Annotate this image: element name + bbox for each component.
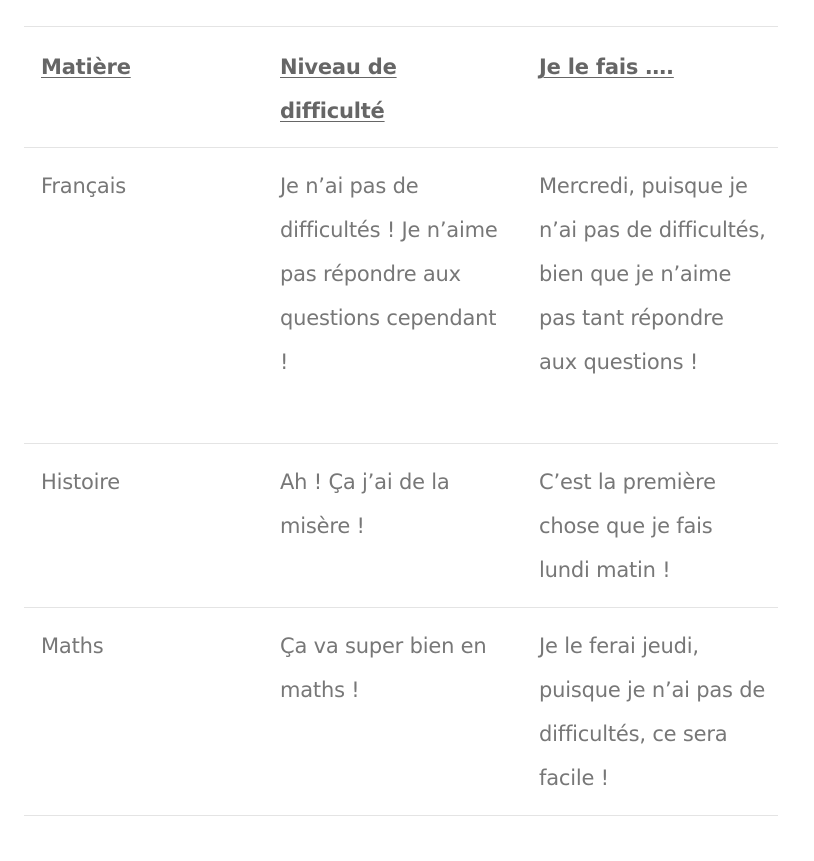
- cell-subject: Maths: [41, 634, 104, 658]
- cell-subject: Histoire: [41, 470, 120, 494]
- cell-difficulty: Ah ! Ça j’ai de la misère !: [280, 470, 450, 538]
- header-when: Je le fais ….: [539, 55, 674, 79]
- cell-when: Je le ferai jeudi, puisque je n’ai pas de difficultés, ce sera facile !: [539, 634, 766, 790]
- header-difficulty: Niveau de difficulté: [280, 55, 397, 123]
- cell-when: Mercredi, puisque je n’ai pas de difficultés, bien que je n’aime pas tant répondre aux questions !: [539, 174, 766, 374]
- cell-difficulty: Ça va super bien en maths !: [280, 634, 487, 702]
- table-row: [24, 148, 778, 444]
- cell-when: C’est la première chose que je fais lundi matin !: [539, 470, 716, 582]
- table-header-row: [24, 27, 778, 148]
- table-row: [24, 608, 778, 816]
- table-row: [24, 444, 778, 608]
- cell-difficulty: Je n’ai pas de difficultés ! Je n’aime pas répondre aux questions cependant !: [280, 174, 498, 374]
- header-subject: Matière: [41, 55, 131, 79]
- cell-subject: Français: [41, 174, 126, 198]
- difficulty-table: [24, 26, 778, 816]
